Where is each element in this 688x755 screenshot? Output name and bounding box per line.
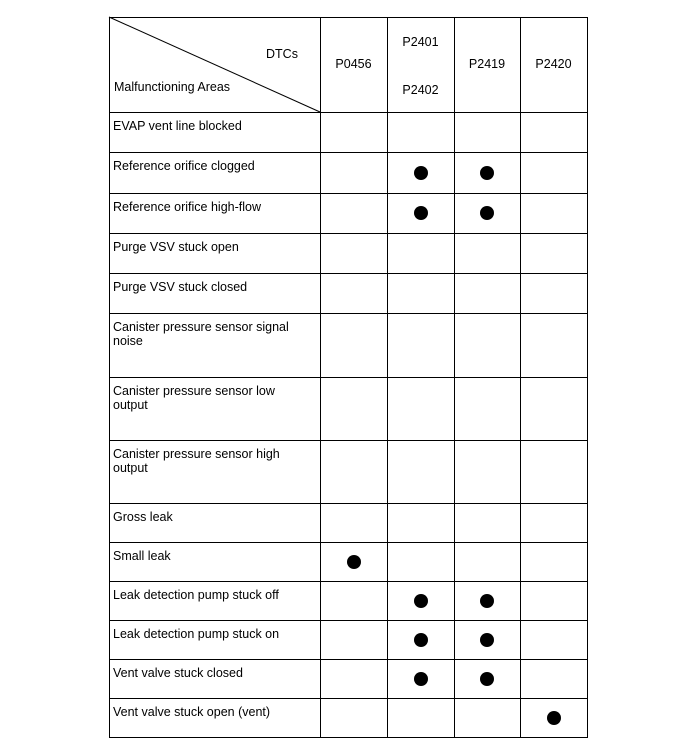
dtc-column-header: P0456	[335, 57, 372, 71]
detection-dot-icon	[480, 206, 494, 220]
dtc-column-header: P2420	[535, 57, 572, 71]
corner-bottom-label: Malfunctioning Areas	[114, 80, 231, 94]
detection-dot-icon	[480, 594, 494, 608]
malfunction-area-label: Canister pressure sensor signal noise	[113, 320, 289, 348]
malfunction-area-label: Vent valve stuck open (vent)	[113, 705, 271, 719]
malfunction-area-label: Gross leak	[113, 510, 173, 524]
detection-dot-icon	[480, 633, 494, 647]
dtc-column-header: P2402	[402, 83, 439, 97]
malfunction-area-label: Leak detection pump stuck off	[113, 588, 279, 602]
detection-dot-icon	[414, 206, 428, 220]
malfunction-area-label: Canister pressure sensor low output	[113, 384, 275, 412]
detection-dot-icon	[414, 633, 428, 647]
dtc-column-header: P2419	[468, 57, 506, 71]
malfunction-area-label: Canister pressure sensor high output	[113, 447, 280, 475]
malfunction-area-label: Vent valve stuck closed	[113, 666, 243, 680]
detection-dot-icon	[347, 555, 361, 569]
detection-dot-icon	[414, 672, 428, 686]
malfunction-area-label: Purge VSV stuck closed	[113, 280, 248, 294]
detection-dot-icon	[480, 166, 494, 180]
detection-dot-icon	[480, 672, 494, 686]
dtc-column-header: P2401	[402, 35, 439, 49]
malfunction-area-label: Purge VSV stuck open	[113, 240, 239, 254]
detection-dot-icon	[414, 594, 428, 608]
corner-diagonal	[109, 17, 320, 112]
malfunction-area-label: Reference orifice high-flow	[113, 200, 261, 214]
malfunction-area-label: Reference orifice clogged	[113, 159, 255, 173]
detection-dot-icon	[547, 711, 561, 725]
malfunction-area-label: Small leak	[113, 549, 171, 563]
corner-top-label: DTCs	[266, 47, 298, 61]
malfunction-area-label: Leak detection pump stuck on	[113, 627, 280, 641]
detection-dot-icon	[414, 166, 428, 180]
malfunction-area-label: EVAP vent line blocked	[113, 119, 242, 133]
